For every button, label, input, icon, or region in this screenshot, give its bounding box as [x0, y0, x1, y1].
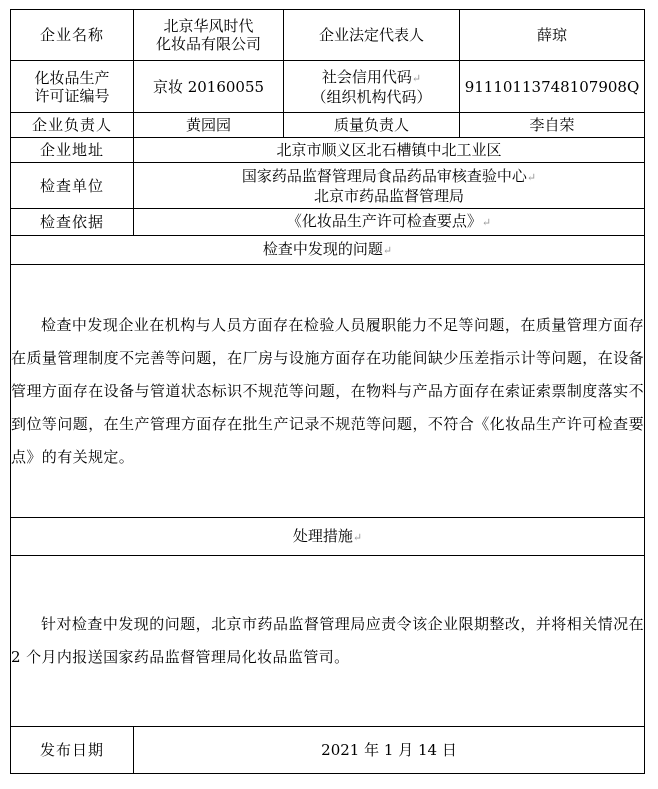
row-problems-text	[11, 265, 645, 518]
paragraph-mark: ↵	[526, 170, 537, 184]
inspector-label: 检查单位	[11, 163, 134, 209]
inspection-table	[10, 9, 645, 774]
paragraph-mark: ↵	[382, 244, 393, 257]
inspector-line2: 北京市药品监督管理局	[313, 186, 464, 205]
basis-label: 检查依据	[11, 209, 134, 236]
row-inspector	[11, 163, 645, 209]
address-label: 企业地址	[11, 138, 134, 163]
row-responsible	[11, 113, 645, 138]
quality-value: 李自荣	[460, 113, 645, 138]
paragraph-mark: ↵	[481, 216, 492, 229]
measures-paragraph: 针对检查中发现的问题，北京市药品监督管理局应责令该企业限期整改，并将相关情况在 2 个月内报送国家药品监督管理局化妆品监管司。	[11, 615, 644, 666]
paragraph-mark: ↵	[411, 71, 422, 85]
license-label-line2: 许可证编号	[34, 86, 110, 105]
problems-cell	[11, 265, 645, 518]
license-label-line1: 化妆品生产	[34, 68, 110, 87]
row-address	[11, 138, 645, 163]
address-value: 北京市顺义区北石槽镇中北工业区	[134, 138, 645, 163]
legal-rep-value: 薛琼	[460, 10, 645, 61]
publish-label: 发布日期	[11, 727, 134, 774]
row-measures-heading	[11, 518, 645, 556]
company-name-line1: 北京华风时代	[163, 17, 254, 35]
basis-value: 《化妆品生产许可检查要点》↵	[134, 209, 645, 236]
credit-code-label-line2: （组织机构代码）	[311, 87, 432, 106]
company-name-value	[134, 10, 284, 61]
row-publish	[11, 727, 645, 774]
quality-label: 质量负责人	[284, 113, 460, 138]
row-problems-heading	[11, 236, 645, 265]
problems-heading: 检查中发现的问题↵	[11, 236, 645, 265]
publish-date: 2021 年 1 月 14 日	[134, 727, 645, 774]
credit-code-label	[284, 61, 460, 113]
responsible-value: 黄园园	[134, 113, 284, 138]
paragraph-mark: ↵	[352, 530, 363, 544]
responsible-label: 企业负责人	[11, 113, 134, 138]
row-basis	[11, 209, 645, 236]
license-value: 京妆 20160055	[134, 61, 284, 113]
credit-code-label-line1: 社会信用代码↵	[321, 67, 422, 86]
row-company	[11, 10, 645, 61]
measures-cell	[11, 556, 645, 727]
company-name-line2: 化妆品有限公司	[155, 35, 261, 53]
problems-paragraph: 检查中发现企业在机构与人员方面存在检验人员履职能力不足等问题，在质量管理方面存在质量管理制度不完善等问题，在厂房与设施方面存在功能间缺少压差指示计等问题，在设备管理方面存在设备与管道状态标识不规范等问题，在物料与产品方面存在索证索票制度落实不到位等问题，在生产管理方面存在批生产记录不规范等问题，不符合《化妆品生产许可检查要点》的有关规定。	[11, 315, 644, 466]
inspector-line1: 国家药品监督管理局食品药品审核查验中心↵	[241, 166, 537, 185]
company-name-label: 企业名称	[11, 10, 134, 61]
legal-rep-label: 企业法定代表人	[284, 10, 460, 61]
inspector-value	[134, 163, 645, 209]
row-license	[11, 61, 645, 113]
measures-heading: 处理措施↵	[11, 518, 645, 556]
license-label	[11, 61, 134, 113]
credit-code-value: 91110113748107908Q	[460, 61, 645, 113]
row-measures-text	[11, 556, 645, 727]
